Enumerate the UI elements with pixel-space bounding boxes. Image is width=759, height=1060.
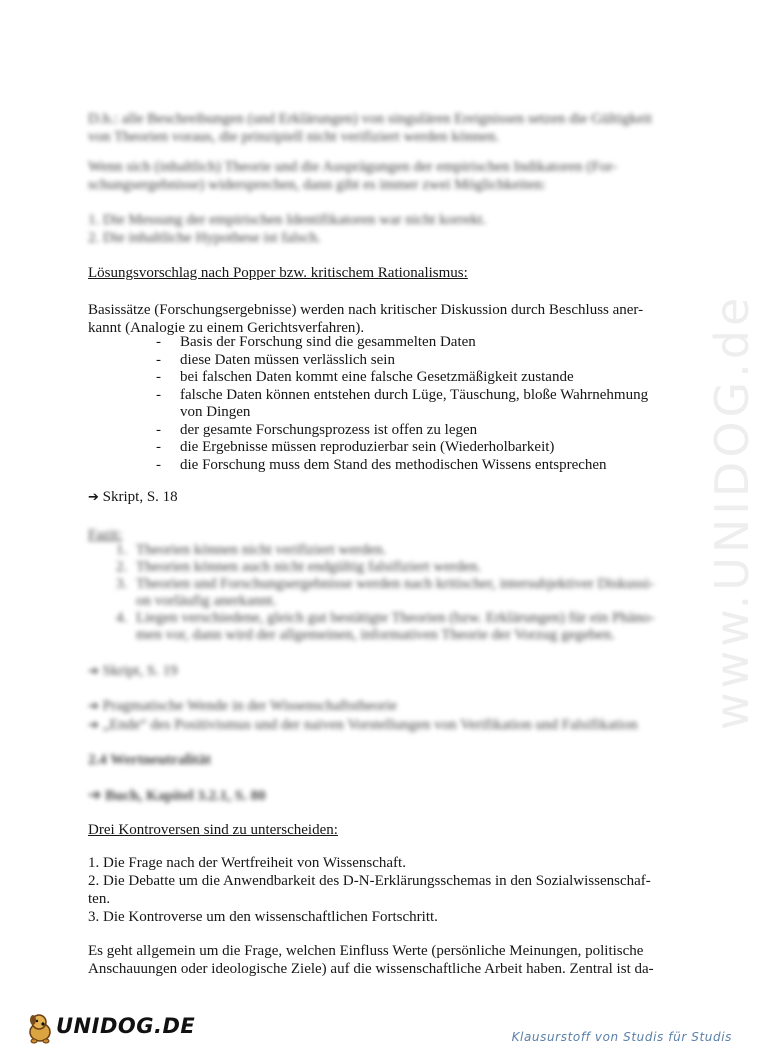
dash-bullet: - xyxy=(156,421,161,438)
list-item xyxy=(88,559,660,576)
list-item xyxy=(88,387,660,405)
watermark: www.UNIDOG.de xyxy=(705,293,759,730)
text-line: von Theorien voraus, die prinzipiell nicht verifiziert werden können. xyxy=(88,129,500,145)
blurred-list xyxy=(88,211,660,247)
text-line: kannt (Analogie zu einem Gerichtsverfahren). xyxy=(88,320,365,336)
text-line: Es geht allgemein um die Frage, welchen Einfluss Werte (persönliche Meinungen, politische xyxy=(88,943,644,959)
fazit-list xyxy=(88,542,660,644)
list-number: 1. xyxy=(116,542,128,558)
list-item: 2. Die inhaltliche Hypothese ist falsch. xyxy=(88,230,321,246)
list-number: 2. xyxy=(116,559,128,575)
list-item-text: falsche Daten können entstehen durch Lüge, Täuschung, bloße Wahrnehmung xyxy=(180,386,649,403)
blurred-reference xyxy=(88,662,660,681)
reference-text: Buch, Kapitel 3.2.1, S. 80 xyxy=(105,788,266,804)
list-item-continuation xyxy=(88,404,660,422)
blurred-points xyxy=(88,697,660,735)
list-number: 3. xyxy=(116,576,128,592)
list-item xyxy=(88,439,660,457)
list-item xyxy=(88,369,660,387)
list-item-text: Liegen verschiedene, gleich gut bestätigte Theorien (bzw. Erklärungen) für ein Phäno- xyxy=(136,610,655,626)
arrow-right-icon: ➔ xyxy=(88,490,99,505)
list-item-text: diese Daten müssen verlässlich sein xyxy=(180,351,395,368)
arrow-right-icon: ➔ xyxy=(88,718,99,733)
dash-bullet: - xyxy=(156,351,161,368)
list-number: 4. xyxy=(116,610,128,626)
intro-paragraph xyxy=(88,301,660,337)
list-item-text: Basis der Forschung sind die gesammelten Daten xyxy=(180,334,476,350)
blurred-book-reference xyxy=(88,786,660,805)
list-item xyxy=(88,352,660,370)
dash-bullet: - xyxy=(156,334,161,350)
reference-text: Skript, S. 19 xyxy=(102,663,178,679)
list-item-text: men vor, dann wird der allgemeinen, informativen Theorie der Vorzug gegeben. xyxy=(136,627,615,643)
point-line xyxy=(88,716,660,735)
script-reference xyxy=(88,488,660,507)
section-heading-kontroversen: Drei Kontroversen sind zu unterscheiden: xyxy=(88,822,338,838)
bullet-list xyxy=(88,334,660,474)
list-item xyxy=(88,542,660,559)
list-item-text: on vorläufig anerkannt. xyxy=(136,593,277,609)
section-heading-popper: Lösungsvorschlag nach Popper bzw. kritischem Rationalismus: xyxy=(88,265,468,281)
text-line: Anschauungen oder ideologische Ziele) auf die wissenschaftliche Arbeit haben. Zentral ist da- xyxy=(88,961,654,977)
list-item-text: Theorien und Forschungsergebnisse werden nach kritischer, intersubjektiver Diskussi- xyxy=(136,576,655,592)
reference-text: Skript, S. 18 xyxy=(102,489,178,505)
text-line: D.h.: alle Beschreibungen (und Erklärungen) von singulären Ereignissen setzen die Gültigkeit xyxy=(88,111,653,127)
list-item xyxy=(88,593,660,610)
list-item: 1. Die Frage nach der Wertfreiheit von Wissenschaft. xyxy=(88,855,406,871)
list-item-text: von Dingen xyxy=(180,404,251,420)
text-line: Wenn sich (inhaltlich) Theorie und die Ausprägungen der empirischen Indikatoren (For- xyxy=(88,159,617,175)
arrow-right-icon: ➔ xyxy=(88,664,99,679)
blurred-paragraph-1 xyxy=(88,110,660,146)
list-item: 3. Die Kontroverse um den wissenschaftlichen Fortschritt. xyxy=(88,909,438,925)
list-item xyxy=(88,422,660,440)
list-item xyxy=(88,576,660,593)
dash-bullet: - xyxy=(156,439,161,455)
list-item: 1. Die Messung der empirischen Identifikatoren war nicht korrekt. xyxy=(88,212,487,228)
list-item-text: Theorien können auch nicht endgültig falsifiziert werden. xyxy=(136,559,482,575)
closing-paragraph xyxy=(88,942,660,978)
fazit-heading: Fazit: xyxy=(88,527,123,543)
arrow-right-icon: ➔ xyxy=(88,785,102,804)
blurred-section-heading: 2.4 Wertneutralität xyxy=(88,752,212,768)
list-item-continuation: ten. xyxy=(88,891,111,907)
list-item-text: der gesamte Forschungsprozess ist offen zu legen xyxy=(180,421,478,438)
dash-bullet: - xyxy=(156,369,161,385)
list-item-text: Theorien können nicht verifiziert werden. xyxy=(136,542,387,558)
footer-tagline: Klausurstoff von Studis für Studis xyxy=(511,1030,732,1044)
text-line: schungsergebnisse) widersprechen, dann gibt es immer zwei Möglichkeiten: xyxy=(88,177,546,193)
list-item xyxy=(88,610,660,627)
list-item xyxy=(88,457,660,475)
point-text: Pragmatische Wende in der Wissenschaftstheorie xyxy=(102,698,397,714)
blurred-paragraph-2 xyxy=(88,158,660,194)
logo-text: UNIDOG.DE xyxy=(56,1014,196,1038)
point-line xyxy=(88,697,660,716)
dash-bullet: - xyxy=(156,456,161,473)
point-text: „Ende“ des Positivismus und der naiven Vorstellungen von Verifikation und Falsifikation xyxy=(102,717,638,733)
dog-icon xyxy=(22,1010,58,1046)
unidog-logo xyxy=(22,1010,196,1046)
kontroversen-list xyxy=(88,854,660,926)
arrow-right-icon: ➔ xyxy=(88,699,99,714)
list-item xyxy=(88,334,660,352)
list-item-text: die Ergebnisse müssen reproduzierbar sein (Wiederholbarkeit) xyxy=(180,439,555,455)
list-item xyxy=(88,627,660,644)
text-line: Basissätze (Forschungsergebnisse) werden nach kritischer Diskussion durch Beschluss aner- xyxy=(88,302,644,318)
list-item-text: bei falschen Daten kommt eine falsche Gesetzmäßigkeit zustande xyxy=(180,369,574,385)
dash-bullet: - xyxy=(156,386,161,403)
list-item-text: die Forschung muss dem Stand des methodischen Wissens entsprechen xyxy=(180,456,607,473)
list-item: 2. Die Debatte um die Anwendbarkeit des D-N-Erklärungsschemas in den Sozialwissenschaf- xyxy=(88,873,651,889)
